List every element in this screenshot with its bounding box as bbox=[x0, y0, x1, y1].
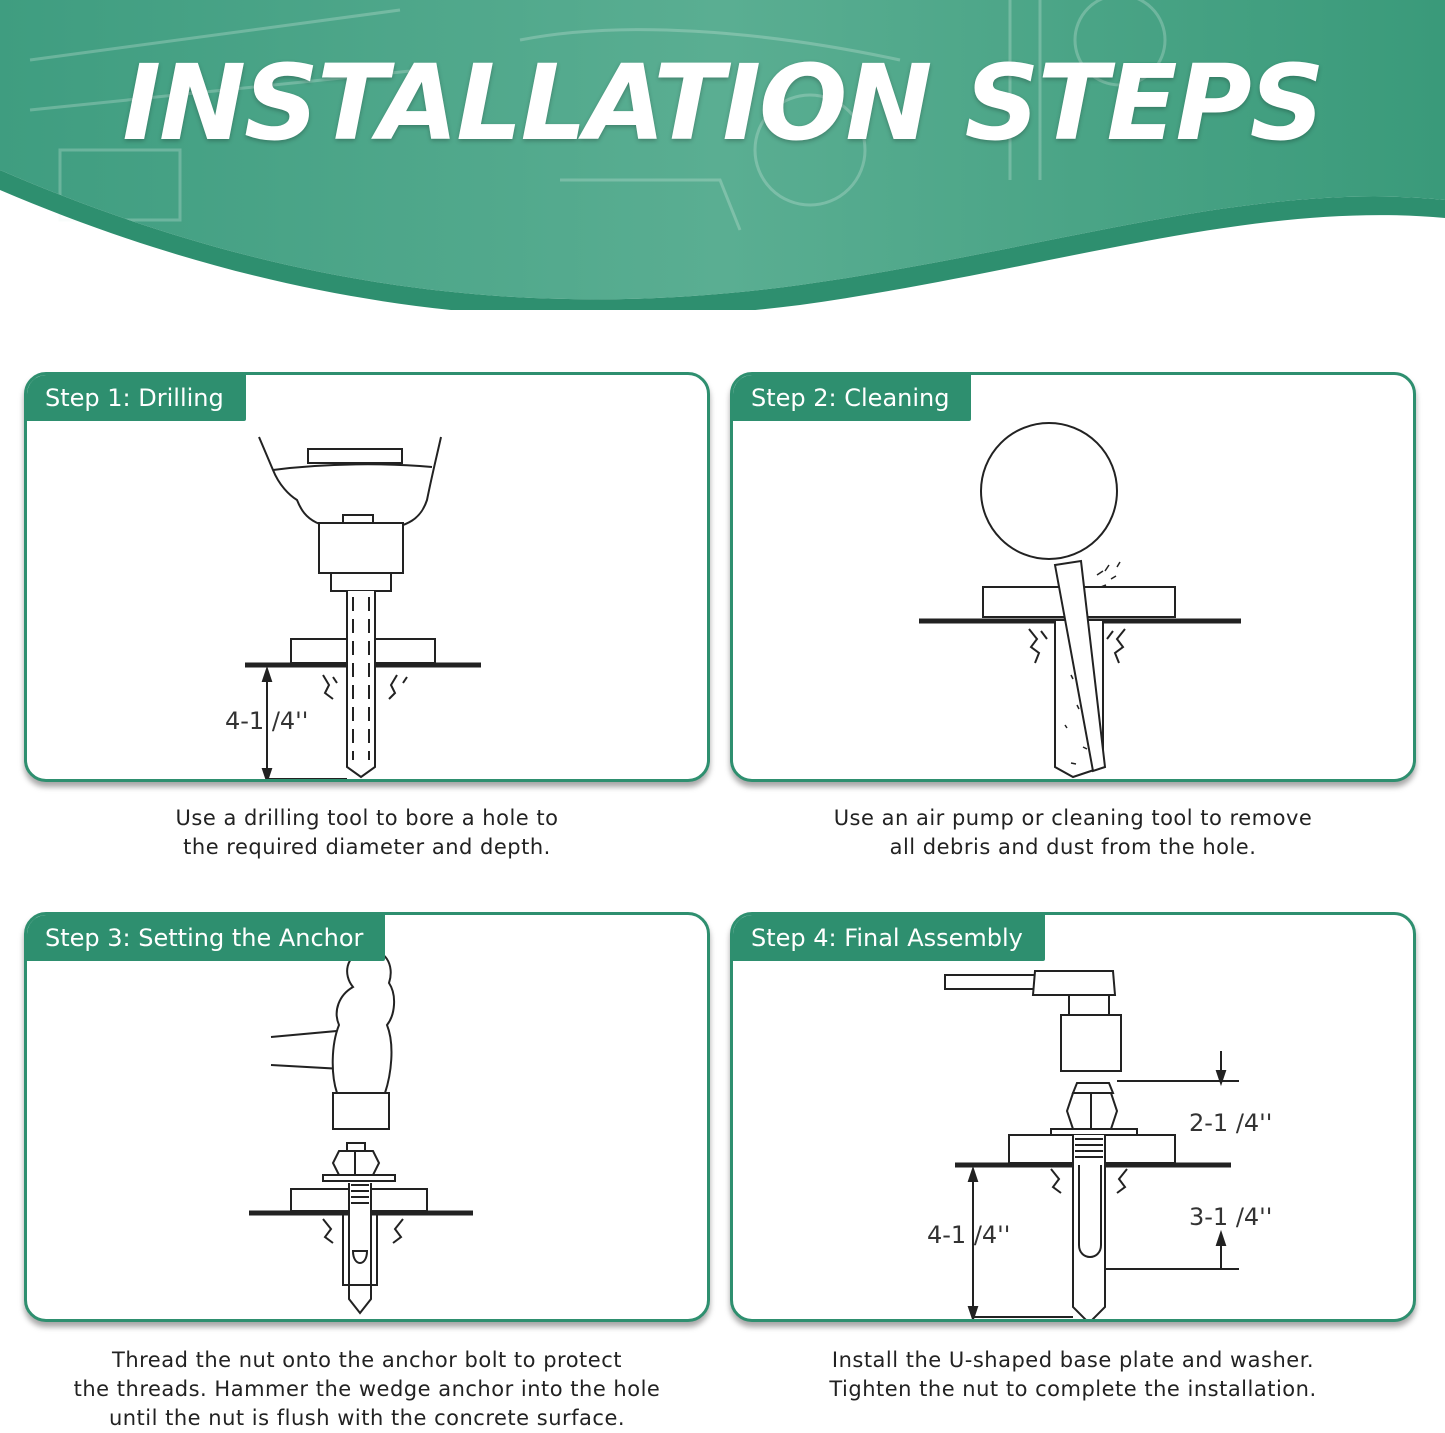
step-2-caption bbox=[730, 804, 1416, 862]
step-1-caption bbox=[24, 804, 710, 862]
drill-depth-label: 4-1 /4'' bbox=[225, 707, 309, 735]
caption-line: Use a drilling tool to bore a hole to bbox=[175, 806, 559, 830]
caption-line: Tighten the nut to complete the installation. bbox=[829, 1377, 1317, 1401]
step-1-tab: Step 1: Drilling bbox=[27, 375, 246, 421]
setting-anchor-diagram bbox=[27, 915, 710, 1322]
step-2-tab: Step 2: Cleaning bbox=[733, 375, 971, 421]
page-title: INSTALLATION STEPS bbox=[122, 42, 1323, 164]
step-4-tab: Step 4: Final Assembly bbox=[733, 915, 1045, 961]
cleaning-diagram bbox=[733, 375, 1416, 782]
caption-line: the threads. Hammer the wedge anchor into the hole bbox=[73, 1377, 661, 1401]
step-card-final-assembly bbox=[730, 912, 1416, 1322]
caption-line: until the nut is flush with the concrete surface. bbox=[108, 1406, 626, 1430]
final-assembly-diagram bbox=[733, 915, 1416, 1322]
drilling-diagram bbox=[27, 375, 710, 782]
hero-banner bbox=[0, 0, 1445, 310]
caption-line: the required diameter and depth. bbox=[183, 835, 551, 859]
dimension-label-4-1-4: 4-1 /4'' bbox=[927, 1221, 1011, 1249]
step-card-drilling bbox=[24, 372, 710, 782]
dimension-label-3-1-4: 3-1 /4'' bbox=[1189, 1203, 1273, 1231]
step-3-tab: Step 3: Setting the Anchor bbox=[27, 915, 385, 961]
caption-line: Install the U-shaped base plate and washer. bbox=[831, 1348, 1315, 1372]
caption-line: Thread the nut onto the anchor bolt to protect bbox=[112, 1348, 622, 1372]
caption-line: all debris and dust from the hole. bbox=[889, 835, 1257, 859]
dimension-label-2-1-4: 2-1 /4'' bbox=[1189, 1109, 1273, 1137]
caption-line: Use an air pump or cleaning tool to remove bbox=[833, 806, 1313, 830]
step-3-caption bbox=[24, 1346, 710, 1433]
step-card-setting-anchor bbox=[24, 912, 710, 1322]
step-card-cleaning bbox=[730, 372, 1416, 782]
step-4-caption bbox=[730, 1346, 1416, 1404]
